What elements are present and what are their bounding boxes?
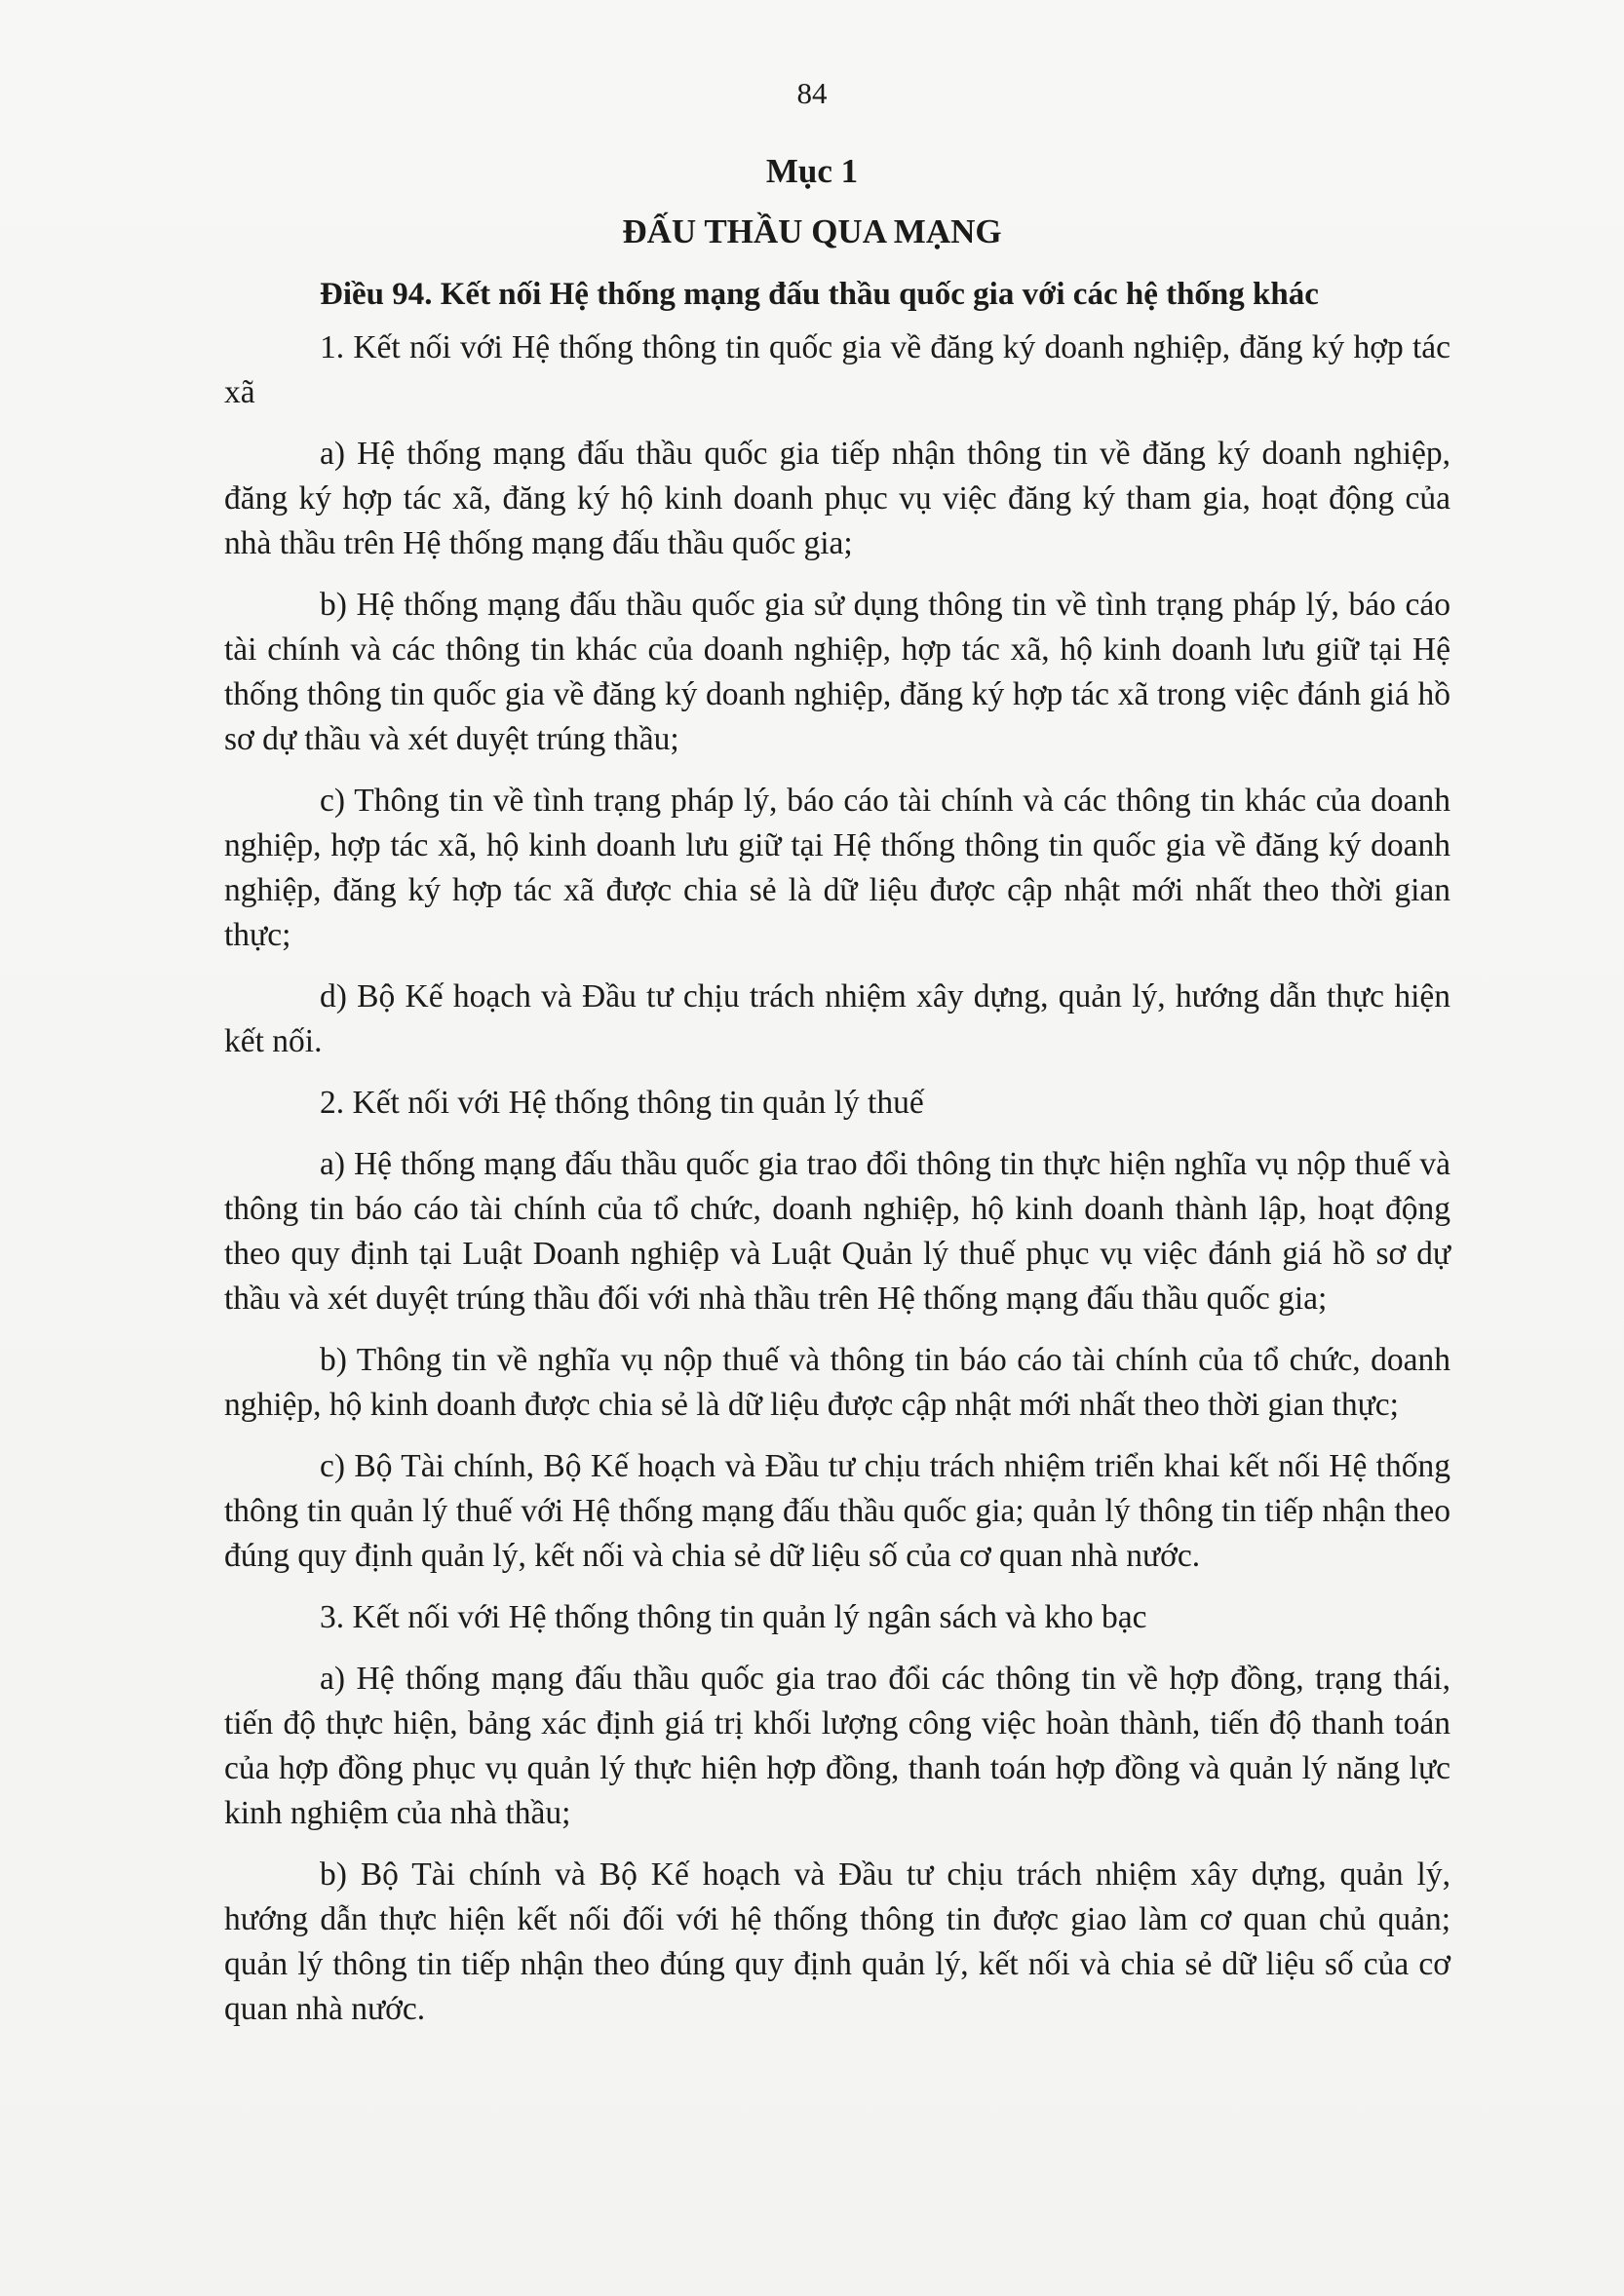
clause-2-point-a: a) Hệ thống mạng đấu thầu quốc gia trao đổi thông tin thực hiện nghĩa vụ nộp thuế và thông tin báo cáo tài chính của tổ chức, doanh nghiệp, hộ kinh doanh thành lập, hoạt động theo quy định tại Luật Doanh nghiệp và Luật Quản lý thuế phục vụ việc đánh giá hồ sơ dự thầu và xét duyệt trúng thầu đối với nhà thầu trên Hệ thống mạng đấu thầu quốc gia; [224, 1146, 1450, 1317]
clause-2-heading: 2. Kết nối với Hệ thống thông tin quản lý thuế [320, 1085, 924, 1121]
page-number: 84 [796, 76, 828, 110]
article-heading: Điều 94. Kết nối Hệ thống mạng đấu thầu quốc gia với các hệ thống khác [320, 277, 1319, 312]
clause-3-point-b: b) Bộ Tài chính và Bộ Kế hoạch và Đầu tư chịu trách nhiệm xây dựng, quản lý, hướng dẫn thực hiện kết nối đối với hệ thống thông tin được giao làm cơ quan chủ quản; quản lý thông tin tiếp nhận theo đúng quy định quản lý, kết nối và chia sẻ dữ liệu số của cơ quan nhà nước. [224, 1856, 1450, 2027]
section-label: Mục 1 [765, 152, 859, 190]
clause-3-point-a: a) Hệ thống mạng đấu thầu quốc gia trao đổi các thông tin về hợp đồng, trạng thái, tiến độ thực hiện, bảng xác định giá trị khối lượng công việc hoàn thành, tiến độ thanh toán của hợp đồng phục vụ quản lý thực hiện hợp đồng, thanh toán hợp đồng và quản lý năng lực kinh nghiệm của nhà thầu; [224, 1661, 1450, 1831]
clause-1-heading: 1. Kết nối với Hệ thống thông tin quốc gia về đăng ký doanh nghiệp, đăng ký hợp tác xã [224, 329, 1450, 410]
clause-1-point-b: b) Hệ thống mạng đấu thầu quốc gia sử dụng thông tin về tình trạng pháp lý, báo cáo tài chính và các thông tin khác của doanh nghiệp, hợp tác xã, hộ kinh doanh lưu giữ tại Hệ thống thông tin quốc gia về đăng ký doanh nghiệp, đăng ký hợp tác xã trong việc đánh giá hồ sơ dự thầu và xét duyệt trúng thầu; [224, 587, 1450, 757]
clause-1-point-c: c) Thông tin về tình trạng pháp lý, báo cáo tài chính và các thông tin khác của doanh nghiệp, hợp tác xã, hộ kinh doanh lưu giữ tại Hệ thống thông tin quốc gia về đăng ký doanh nghiệp, đăng ký hợp tác xã được chia sẻ là dữ liệu được cập nhật mới nhất theo thời gian thực; [224, 783, 1450, 953]
clause-2-point-c: c) Bộ Tài chính, Bộ Kế hoạch và Đầu tư chịu trách nhiệm triển khai kết nối Hệ thống thông tin quản lý thuế với Hệ thống mạng đấu thầu quốc gia; quản lý thông tin tiếp nhận theo đúng quy định quản lý, kết nối và chia sẻ dữ liệu số của cơ quan nhà nước. [224, 1448, 1450, 1574]
clause-1-point-d: d) Bộ Kế hoạch và Đầu tư chịu trách nhiệm xây dựng, quản lý, hướng dẫn thực hiện kết nối. [224, 978, 1450, 1059]
clause-3-heading: 3. Kết nối với Hệ thống thông tin quản lý ngân sách và kho bạc [320, 1599, 1147, 1635]
clause-2-point-b: b) Thông tin về nghĩa vụ nộp thuế và thông tin báo cáo tài chính của tổ chức, doanh nghiệp, hộ kinh doanh được chia sẻ là dữ liệu được cập nhật mới nhất theo thời gian thực; [224, 1342, 1450, 1423]
section-title: ĐẤU THẦU QUA MẠNG [622, 212, 1002, 250]
clause-1-point-a: a) Hệ thống mạng đấu thầu quốc gia tiếp nhận thông tin về đăng ký doanh nghiệp, đăng ký hợp tác xã, đăng ký hộ kinh doanh phục vụ việc đăng ký tham gia, hoạt động của nhà thầu trên Hệ thống mạng đấu thầu quốc gia; [224, 436, 1450, 561]
article-body [224, 325, 1450, 2032]
